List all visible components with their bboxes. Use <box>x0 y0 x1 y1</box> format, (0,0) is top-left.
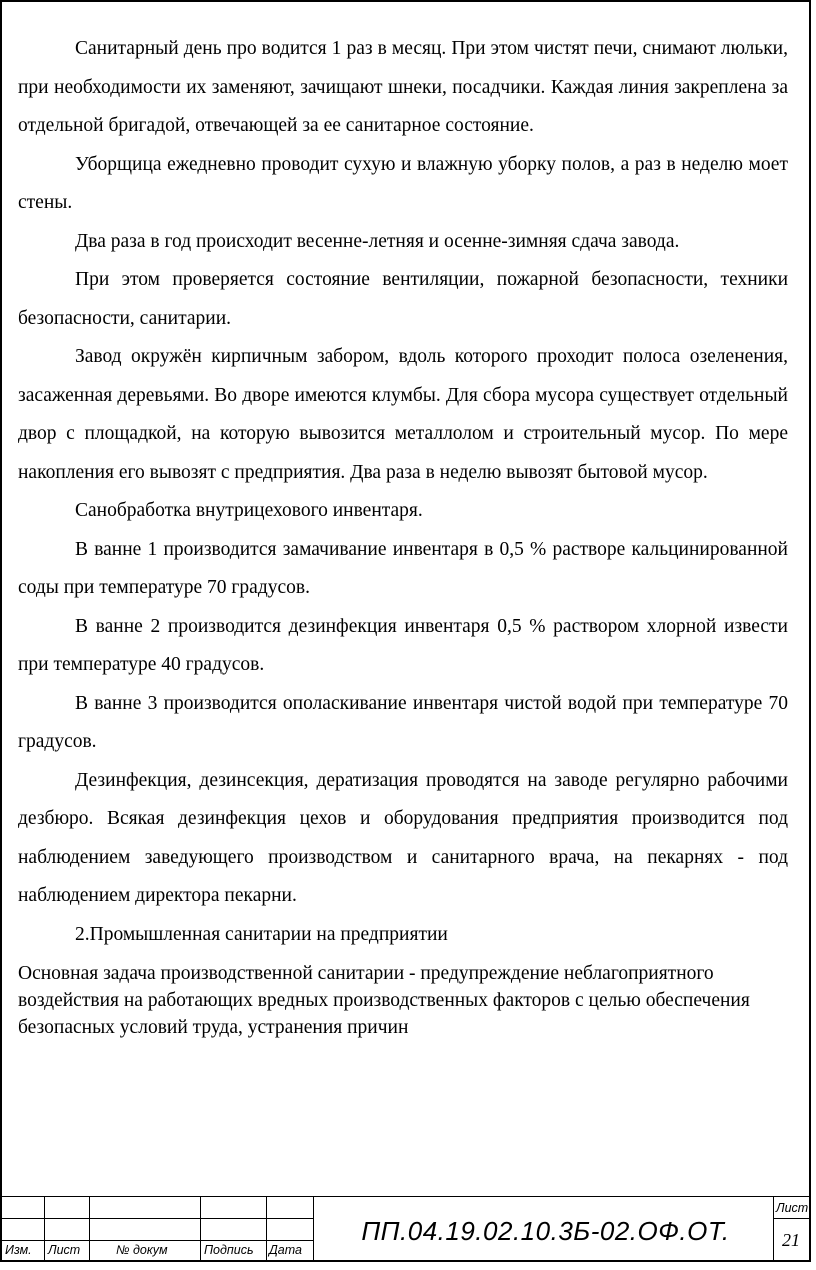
sheet-cell-divider <box>773 1218 811 1219</box>
col-divider-6 <box>773 1196 774 1262</box>
paragraph-bath-3: В ванне 3 производится ополаскивание инвентаря чистой водой при температуре 70 градусов. <box>18 692 788 752</box>
paragraph-bath-1: В ванне 1 производится замачивание инвентаря в 0,5 % растворе кальцинированной соды при температуре 70 градусов. <box>18 538 788 598</box>
document-code: ПП.04.19.02.10.3Б-02.ОФ.ОТ. <box>361 1216 730 1246</box>
col-divider-2 <box>89 1196 90 1262</box>
label-dokum: № докум <box>116 1243 168 1257</box>
paragraph-disinfection: Дезинфекция, дезинсекция, дератизация проводятся на заводе регулярно рабочими дезбюро. Всякая дезинфекция цехов и оборудования предприятия производится под наблюдением заведующего производством и санитарного врача, на пекарнях - под наблюдением директора пекарни. <box>18 769 788 906</box>
paragraph-sanitary-day: Санитарный день про водится 1 раз в месяц. При этом чистят печи, снимают люльки, при необходимости их заменяют, зачищают шнеки, посадчики. Каждая линия закреплена за отдельной бригадой, отвечающей за ее санитарное состояние. <box>18 38 788 136</box>
paragraph-inspection: Два раза в год происходит весенне-летняя и осенне-зимняя сдача завода. <box>75 230 680 252</box>
section-heading: 2.Промышленная санитарии на предприятии <box>75 923 448 945</box>
sheet-label: Лист <box>776 1201 809 1215</box>
col-divider-3 <box>200 1196 201 1262</box>
col-divider-5 <box>313 1196 314 1262</box>
label-podpis: Подпись <box>204 1243 254 1257</box>
title-block-top-border <box>0 1196 811 1197</box>
label-data: Дата <box>269 1243 302 1257</box>
paragraph-bath-2: В ванне 2 производится дезинфекция инвентаря 0,5 % раствором хлорной извести при температуре 40 градусов. <box>18 615 788 675</box>
paragraph-cleaner: Уборщица ежедневно проводит сухую и влажную уборку полов, а раз в неделю моет стены. <box>18 153 788 213</box>
col-divider-4 <box>266 1196 267 1262</box>
document-body <box>18 30 788 1041</box>
paragraph-inventory-heading: Санобработка внутрицехового инвентаря. <box>75 500 423 521</box>
col-divider-1 <box>44 1196 45 1262</box>
label-izm: Изм. <box>5 1243 32 1257</box>
paragraph-main-task: Основная задача производственной санитарии - предупреждение неблагоприятного воздействия на работающих вредных производственных факторов с целью обеспечения безопасных условий труда, устранения причин <box>18 963 750 1038</box>
sheet-number: 21 <box>782 1230 800 1250</box>
label-list: Лист <box>48 1243 81 1257</box>
title-block <box>0 1196 811 1262</box>
paragraph-checks: При этом проверяется состояние вентиляции, пожарной безопасности, техники безопасности, санитарии. <box>18 269 788 329</box>
paragraph-territory: Завод окружён кирпичным забором, вдоль которого проходит полоса озеленения, засаженная деревьями. Во дворе имеются клумбы. Для сбора мусора существует отдельный двор с площадкой, на которую вывозится металлолом и строительный мусор. По мере накопления его вывозят с предприятия. Два раза в неделю вывозят бытовой мусор. <box>18 346 788 483</box>
